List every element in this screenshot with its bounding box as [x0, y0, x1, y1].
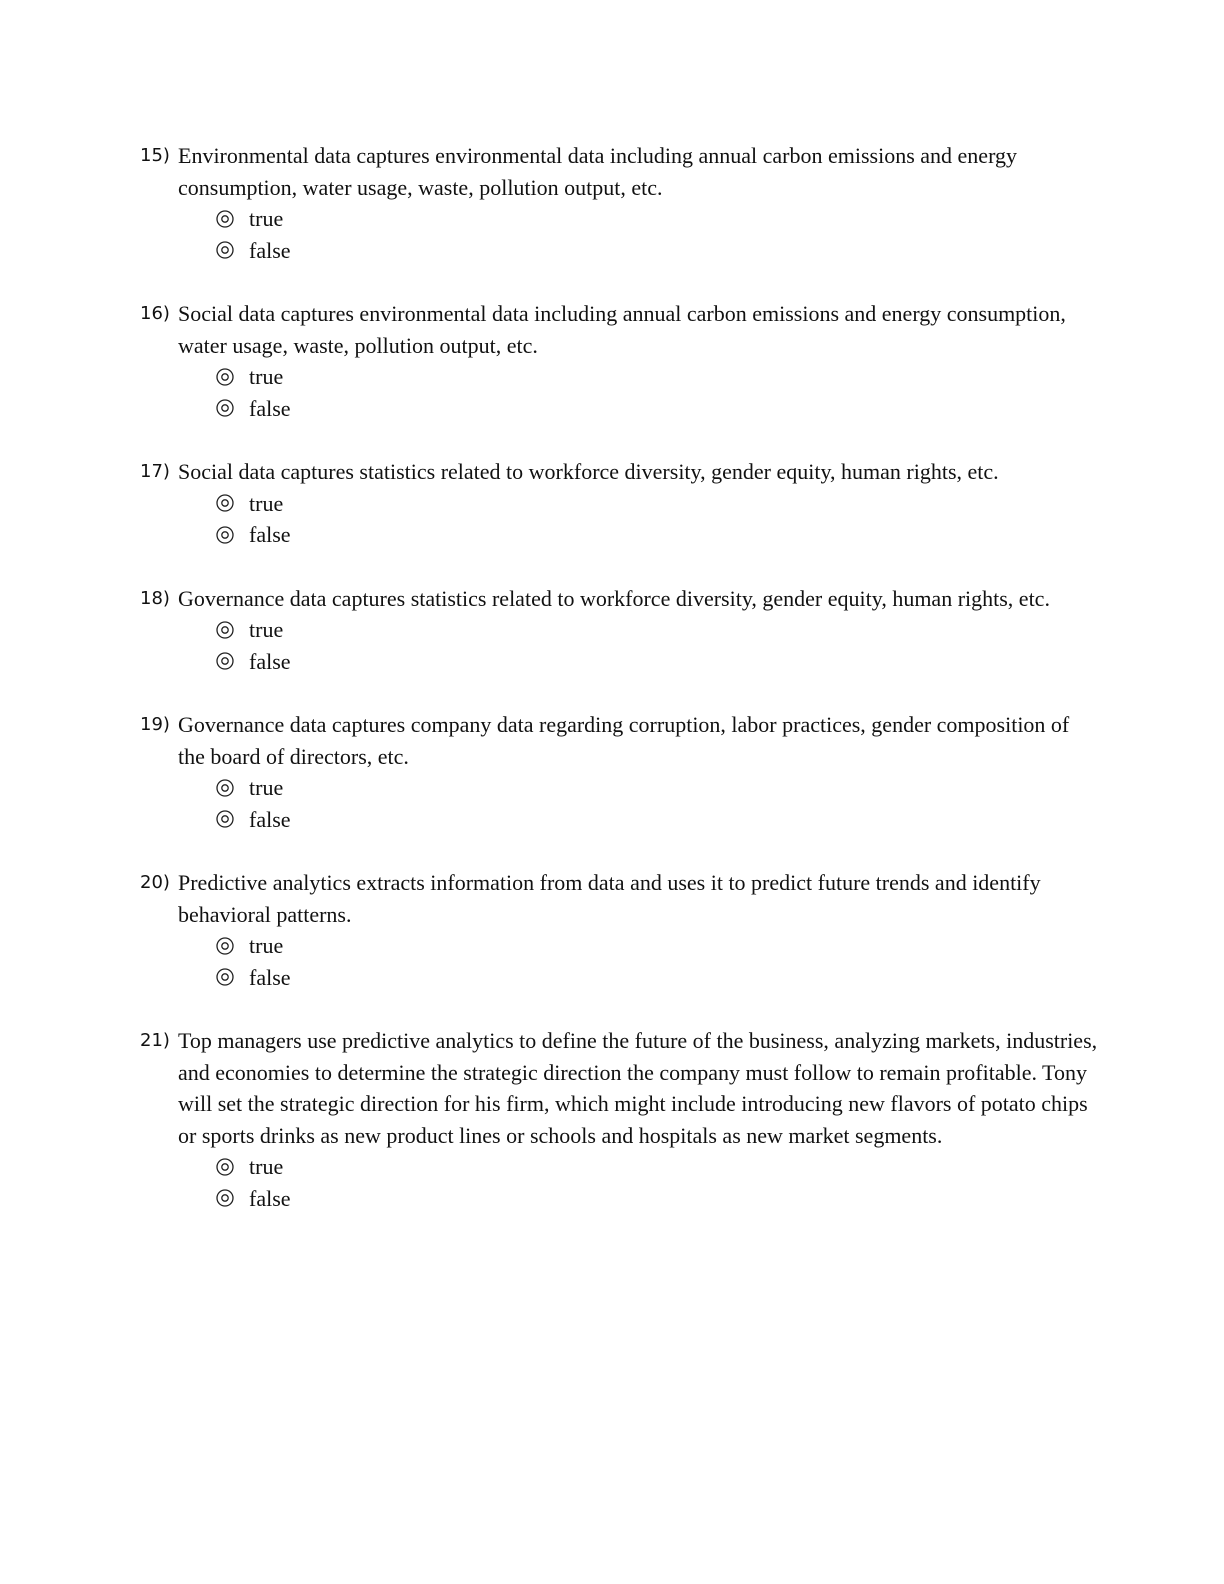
radio-button-icon[interactable]: [215, 240, 235, 260]
option-false[interactable]: [215, 804, 1100, 836]
question-stem: [140, 456, 1100, 488]
question-15: [140, 140, 1100, 266]
question-19: [140, 709, 1100, 835]
option-true[interactable]: [215, 1151, 1100, 1183]
question-text: Environmental data captures environmental data including annual carbon emissions and energy consumption, water usage, waste, pollution output, etc.: [178, 143, 1017, 200]
radio-button-icon[interactable]: [215, 620, 235, 640]
radio-button-icon[interactable]: [215, 525, 235, 545]
answer-options: [215, 1151, 1100, 1214]
option-false[interactable]: [215, 519, 1100, 551]
answer-options: [215, 488, 1100, 551]
question-number: 18): [140, 587, 170, 609]
question-number: 17): [140, 461, 170, 482]
question-number: 21): [140, 1030, 170, 1051]
question-stem: [140, 1025, 1100, 1151]
question-stem: [140, 709, 1100, 772]
radio-button-icon[interactable]: [215, 809, 235, 829]
radio-button-icon[interactable]: [215, 367, 235, 387]
answer-options: [215, 930, 1100, 993]
option-label: false: [249, 964, 291, 990]
question-text: Social data captures statistics related to workforce diversity, gender equity, human rights, etc.: [178, 459, 999, 484]
answer-options: [215, 772, 1100, 835]
answer-options: [215, 614, 1100, 677]
option-label: true: [249, 617, 284, 642]
question-number: 16): [140, 303, 170, 324]
radio-button-icon[interactable]: [215, 1157, 235, 1177]
option-label: false: [249, 522, 291, 547]
option-true[interactable]: [215, 772, 1100, 804]
option-false[interactable]: [215, 646, 1100, 678]
option-true[interactable]: [215, 614, 1100, 646]
question-stem: [140, 583, 1100, 615]
question-17: [140, 456, 1100, 551]
radio-button-icon[interactable]: [215, 778, 235, 798]
option-true[interactable]: [215, 930, 1100, 962]
option-label: true: [249, 775, 284, 800]
radio-button-icon[interactable]: [215, 493, 235, 513]
question-number: 15): [140, 145, 170, 166]
question-text: Governance data captures statistics related to workforce diversity, gender equity, human rights, etc.: [178, 585, 1050, 611]
question-number: 19): [140, 714, 170, 735]
question-16: [140, 298, 1100, 424]
question-text: Top managers use predictive analytics to define the future of the business, analyzing markets, industries, and economies to determine the strategic direction the company must follow to remain profitable. Tony will set the strategic direction for his firm, which might include introducing new flavors of potato chips or sports drinks as new product lines or schools and hospitals as new market segments.: [178, 1028, 1098, 1148]
option-false[interactable]: [215, 393, 1100, 425]
option-label: true: [249, 490, 284, 516]
radio-button-icon[interactable]: [215, 967, 235, 987]
option-false[interactable]: [215, 1183, 1100, 1215]
answer-options: [215, 361, 1100, 424]
question-text: Predictive analytics extracts information from data and uses it to predict future trends and identify behavioral patterns.: [178, 870, 1041, 927]
option-label: false: [249, 237, 291, 263]
question-stem: [140, 140, 1100, 203]
question-list: [140, 140, 1100, 1246]
option-label: true: [249, 1154, 284, 1179]
question-21: [140, 1025, 1100, 1214]
option-label: false: [249, 395, 291, 421]
radio-button-icon[interactable]: [215, 398, 235, 418]
radio-button-icon[interactable]: [215, 651, 235, 671]
question-stem: [140, 867, 1100, 930]
question-text: Social data captures environmental data including annual carbon emissions and energy consumption, water usage, waste, pollution output, etc.: [178, 301, 1066, 358]
option-true[interactable]: [215, 203, 1100, 235]
question-18: [140, 583, 1100, 678]
option-label: false: [249, 806, 291, 832]
answer-options: [215, 203, 1100, 266]
option-label: true: [249, 364, 284, 389]
option-true[interactable]: [215, 361, 1100, 393]
option-label: true: [249, 933, 284, 958]
option-label: false: [249, 1185, 291, 1211]
option-label: true: [249, 206, 284, 231]
option-false[interactable]: [215, 962, 1100, 994]
option-label: false: [249, 648, 291, 674]
question-text: Governance data captures company data regarding corruption, labor practices, gender composition of the board of directors, etc.: [178, 712, 1070, 769]
option-true[interactable]: [215, 488, 1100, 520]
radio-button-icon[interactable]: [215, 209, 235, 229]
question-number: 20): [140, 872, 170, 893]
question-stem: [140, 298, 1100, 361]
radio-button-icon[interactable]: [215, 936, 235, 956]
question-20: [140, 867, 1100, 993]
radio-button-icon[interactable]: [215, 1188, 235, 1208]
option-false[interactable]: [215, 235, 1100, 267]
